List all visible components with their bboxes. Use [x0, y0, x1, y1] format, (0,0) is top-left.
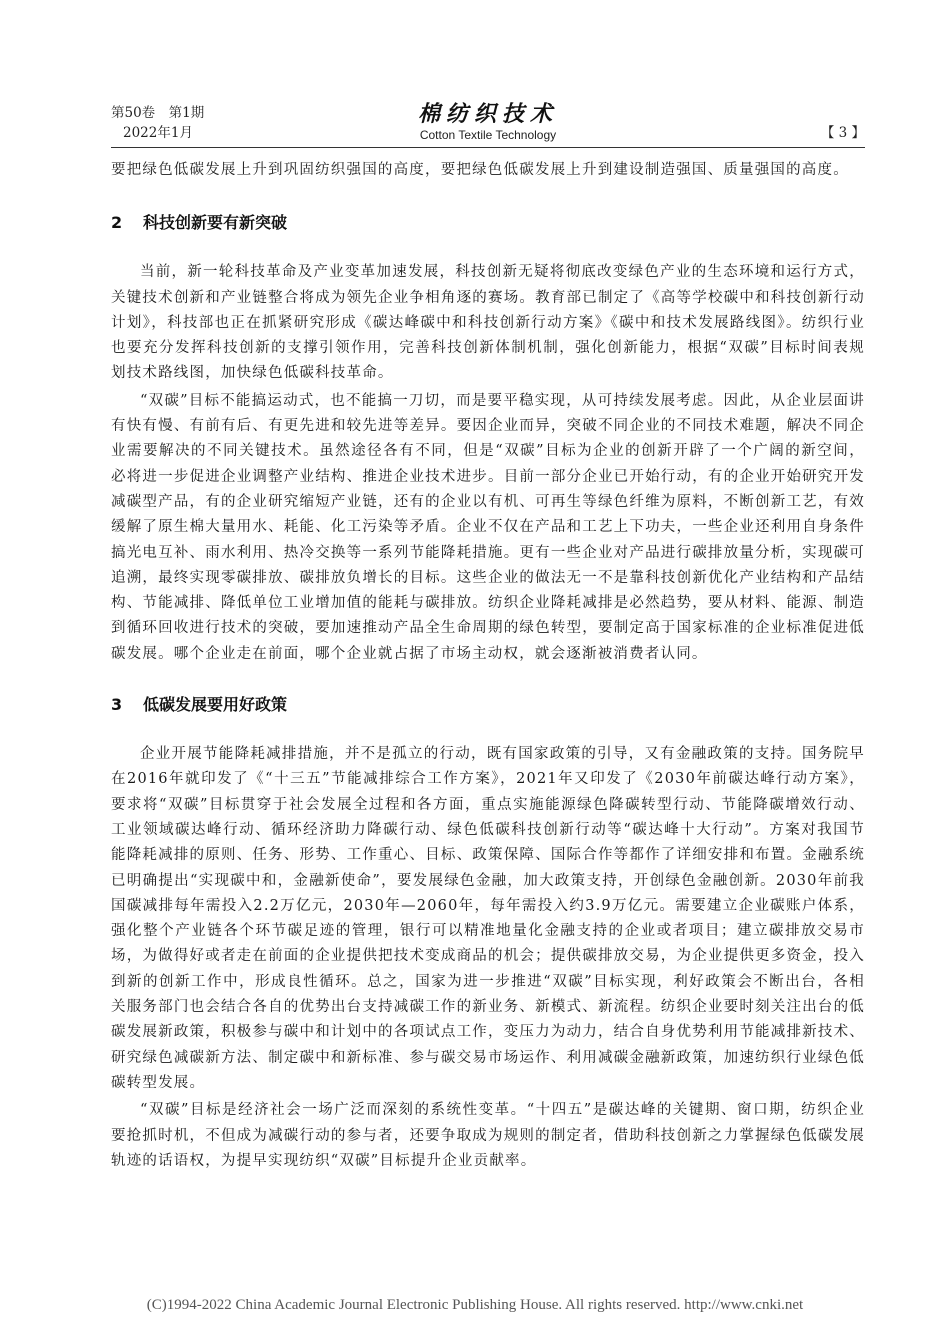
section-title: 科技创新要有新突破: [143, 213, 288, 233]
article-body: [111, 158, 865, 1174]
section-number: 2: [111, 213, 123, 233]
body-paragraph: 企业开展节能降耗减排措施，并不是孤立的行动，既有国家政策的引导，又有金融政策的支持。国务院早在2016年就印发了《“十三五”节能减排综合工作方案》，2021年又印发了《2030年前碳达峰行动方案》，要求将“双碳”目标贯穿于社会发展全过程和各方面，重点实施能源绿色降碳转型行动、节能降碳增效行动、工业领域碳达峰行动、循环经济助力降碳行动、绿色低碳科技创新行动等“碳达峰十大行动”。方案对我国节能降耗减排的原则、任务、形势、工作重心、目标、政策保障、国际合作等都作了详细安排和布置。金融系统已明确提出“实现碳中和，金融新使命”，要发展绿色金融，加大政策支持，开创绿色金融创新。2030年前我国碳减排每年需投入2.2万亿元，2030年—2060年，每年需投入约3.9万亿元。需要建立企业碳账户体系，强化整个产业链各个环节碳足迹的管理，银行可以精准地量化金融支持的企业或者项目；建立碳排放交易市场，为做得好或者走在前面的企业提供把技术变成商品的机会；提供碳排放交易，为企业提供更多资金，投入到新的创新工作中，形成良性循环。总之，国家为进一步推进“双碳”目标实现，利好政策会不断出台，各相关服务部门也会结合各自的优势出台支持减碳工作的新业务、新模式、新流程。纺织企业要时刻关注出台的低碳发展新政策，积极参与碳中和计划中的各项试点工作，变压力为动力，结合自身优势利用节能减排新技术、研究绿色减碳新方法、制定碳中和新标准、参与碳交易市场运作、利用减碳金融新政策，加速纺织行业绿色低碳转型发展。: [111, 746, 865, 1091]
body-paragraph: “双碳”目标是经济社会一场广泛而深刻的系统性变革。“十四五”是碳达峰的关键期、窗口期，纺织企业要抢抓时机，不但成为减碳行动的参与者，还要争取成为规则的制定者，借助科技创新之力掌握绿色低碳发展轨迹的话语权，为提早实现纺织“双碳”目标提升企业贡献率。: [111, 1102, 865, 1169]
issue-date: 2022年1月: [123, 125, 193, 141]
section-number: 3: [111, 695, 123, 715]
section-heading: [111, 692, 865, 717]
page-header: [111, 103, 865, 145]
body-paragraph: 当前，新一轮科技革命及产业变革加速发展，科技创新无疑将彻底改变绿色产业的生态环境和运行方式，关键技术创新和产业链整合将成为领先企业争相角逐的赛场。教育部已制定了《高等学校碳中和科技创新行动计划》，科技部也正在抓紧研究形成《碳达峰碳中和科技创新行动方案》《碳中和技术发展路线图》。纺织行业也要充分发挥科技创新的支撑引领作用，完善科技创新体制机制，强化创新能力，根据“双碳”目标时间表规划技术路线图，加快绿色低碳科技革命。: [111, 264, 865, 382]
volume-issue: 第50卷 第1期: [111, 105, 205, 121]
section-heading: [111, 210, 865, 235]
section-title: 低碳发展要用好政策: [143, 695, 288, 715]
page-number: 【 3 】: [820, 125, 865, 141]
journal-masthead: [111, 103, 865, 143]
journal-title-cn: 棉纺织技术: [417, 101, 558, 127]
body-paragraph: “双碳”目标不能搞运动式，也不能搞一刀切，而是要平稳实现，从可持续发展考虑。因此，从企业层面讲有快有慢、有前有后、有更先进和较先进等差异。要因企业而异，突破不同企业的不同技术难题，解决不同企业需要解决的不同关键技术。虽然途径各有不同，但是“双碳”目标为企业的创新开辟了一个广阔的新空间，必将进一步促进企业调整产业结构、推进企业技术进步。目前一部分企业已开始行动，有的企业开始研究开发减碳型产品，有的企业研究缩短产业链，还有的企业以有机、可再生等绿色纤维为原料，不断创新工艺，有效缓解了原生棉大量用水、耗能、化工污染等矛盾。企业不仅在产品和工艺上下功夫，一些企业还利用自身条件搞光电互补、雨水利用、热冷交换等一系列节能降耗措施。更有一些企业对产品进行碳排放量分析，实现碳可追溯，最终实现零碳排放、碳排放负增长的目标。这些企业的做法无一不是靠科技创新优化产业结构和产品结构、节能减排、降低单位工业增加值的能耗与碳排放。纺织企业降耗减排是必然趋势，要从材料、能源、制造到循环回收进行技术的突破，要加速推动产品全生命周期的绿色转型，要制定高于国家标准的企业标准促进低碳发展。哪个企业走在前面，哪个企业就占据了市场主动权，就会逐渐被消费者认同。: [111, 392, 865, 662]
intro-paragraph: 要把绿色低碳发展上升到巩固纺织强国的高度，要把绿色低碳发展上升到建设制造强国、质量强国的高度。: [111, 162, 849, 178]
copyright-footer: (C)1994-2022 China Academic Journal Electronic Publishing House. All rights reserved. http://www.cnki.net: [146, 1297, 804, 1313]
header-divider: [111, 147, 865, 148]
journal-title-en: Cotton Textile Technology: [419, 128, 557, 142]
